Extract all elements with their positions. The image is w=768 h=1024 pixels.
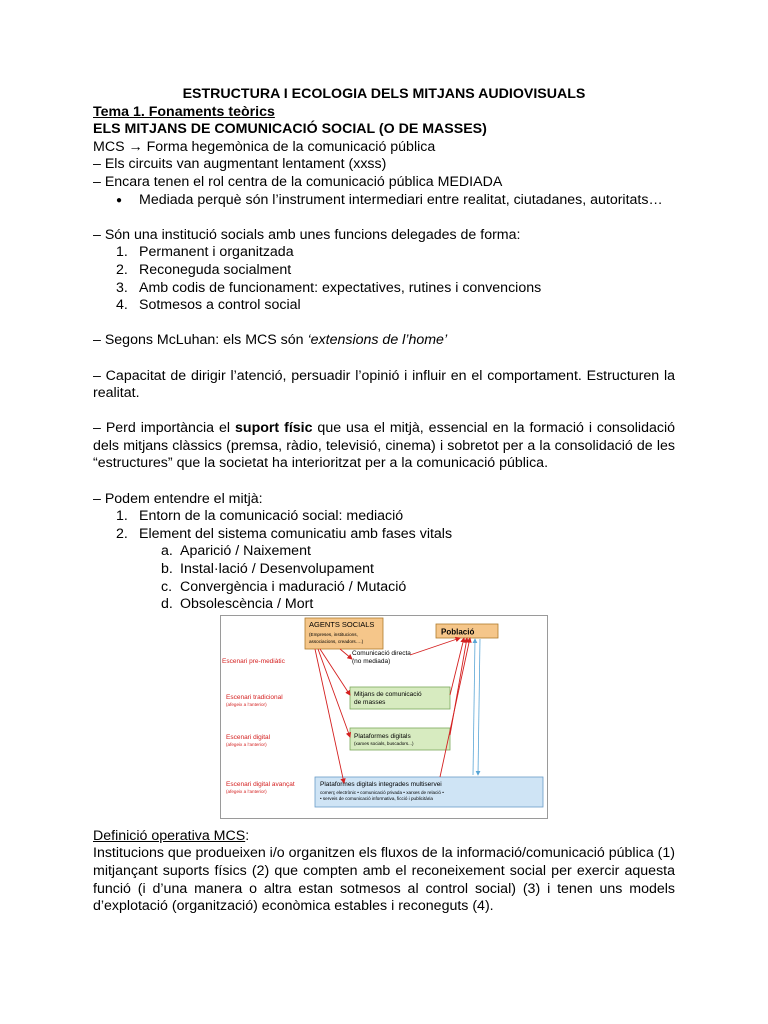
list-item: b. Instal·lació / Desenvolupament — [161, 561, 374, 578]
mcluhan-quote: ‘extensions de l’home’ — [307, 332, 448, 349]
media-scenarios-diagram — [220, 615, 548, 819]
institucio-line: – Són una institució socials amb unes funcions delegades de forma: — [93, 226, 521, 243]
mcluhan-line: – Segons McLuhan: els MCS són ‘extensions de l’home’ — [93, 332, 448, 349]
agents-title: AGENTS SOCIALS — [309, 619, 375, 629]
document-page — [93, 86, 675, 916]
scenario-pre: Escenari pre-mediàtic — [222, 657, 285, 665]
circuits-line: – Els circuits van augmentant lentament (xxss) — [93, 156, 387, 173]
bullet-item: ● Mediada perquè són l’instrument intermediari entre realitat, ciutadanes, autoritats… — [93, 192, 675, 210]
entendre-line: – Podem entendre el mitjà: — [93, 490, 263, 507]
multiservei-label-3: • serveis de comunicació informativa, ficció i publicitària — [320, 795, 433, 801]
scenario-dig: Escenari digital — [226, 733, 271, 741]
list-item: 4. Sotmesos a control social — [116, 297, 301, 314]
list-item: c. Convergència i maduració / Mutació — [161, 578, 407, 595]
direct-label-1: Comunicació directa — [352, 649, 411, 657]
definition-paragraph: Institucions que produeixen i/o organitzen els fluxos de la informació/comunicació pública (1) mitjançant suports físics (2) que compten amb el reconeixement social per exercir aquesta funció (i d’una manera o altra estan sotmesos al control social) (3) i tenen uns models d’explotació (organització) econòmica estables i reconeguts (4). — [93, 845, 676, 915]
scenario-adv-sub: (afegeix a l’anterior) — [226, 788, 267, 794]
agents-sub1: (Empreses, institucions, — [309, 631, 358, 637]
scenario-dig-sub: (afegeix a l’anterior) — [226, 741, 267, 747]
poblacio-label: Població — [441, 627, 475, 637]
definition-heading: Definició operativa MCS: — [93, 827, 250, 844]
agents-sub2: associacions, creadors….) — [309, 638, 364, 644]
phases-list — [93, 543, 675, 613]
list-item: 3. Amb codis de funcionament: expectatives, rutines i convencions — [116, 279, 542, 296]
mitjans-label-2: de masses — [354, 698, 386, 706]
multiservei-label-1: Plataformes digitals integrades multiservei — [320, 780, 442, 788]
direct-label-2: (no mediada) — [352, 657, 391, 665]
list-item: d. Obsolescència / Mort — [161, 596, 314, 613]
list-item: 2. Reconeguda socialment — [116, 261, 292, 278]
topic-heading: Tema 1. Fonaments teòrics — [93, 103, 275, 120]
bullet-list — [93, 192, 675, 210]
central-line: – Encara tenen el rol centra de la comunicació pública MEDIADA — [93, 173, 503, 190]
mitjans-label-1: Mitjans de comunicació — [354, 690, 422, 698]
medium-list — [93, 508, 675, 543]
suport-paragraph: – Perd importància el suport físic que usa el mitjà, essencial en la formació i consolidació dels mitjans clàssics (premsa, ràdio, televisió, cinema) i sobretot per a la consolidació de les “estructures” que la societat ha interioritzat per a la comunicació pública. — [93, 420, 675, 472]
document-title: ESTRUCTURA I ECOLOGIA DELS MITJANS AUDIOVISUALS — [182, 86, 586, 102]
scenario-adv: Escenari digital avançat — [226, 780, 295, 788]
mcs-line: MCS → Forma hegemònica de la comunicació pública — [93, 138, 436, 155]
multiservei-label-2: comerç electrònic • comunicació privada • xarxes de relació • — [320, 789, 444, 795]
scenario-trad: Escenari tradicional — [226, 693, 283, 701]
suport-bold: suport físic — [235, 420, 313, 437]
plataformes-label-2: (xarxes socials, buscadors...) — [354, 740, 414, 746]
list-item: a. Aparició / Naixement — [161, 543, 311, 560]
list-item: 2. Element del sistema comunicatiu amb fases vitals — [116, 525, 453, 542]
plataformes-label-1: Plataformes digitals — [354, 732, 411, 740]
section-heading: ELS MITJANS DE COMUNICACIÓ SOCIAL (O DE MASSES) — [93, 121, 487, 138]
scenario-trad-sub: (afegeix a l’anterior) — [226, 701, 267, 707]
list-item: 1. Permanent i organitzada — [116, 244, 294, 261]
list-item: 1. Entorn de la comunicació social: mediació — [116, 508, 404, 525]
functions-list — [93, 244, 675, 314]
capacitat-paragraph: – Capacitat de dirigir l’atenció, persuadir l’opinió i influir en el comportament. Estructuren la realitat. — [93, 367, 675, 402]
